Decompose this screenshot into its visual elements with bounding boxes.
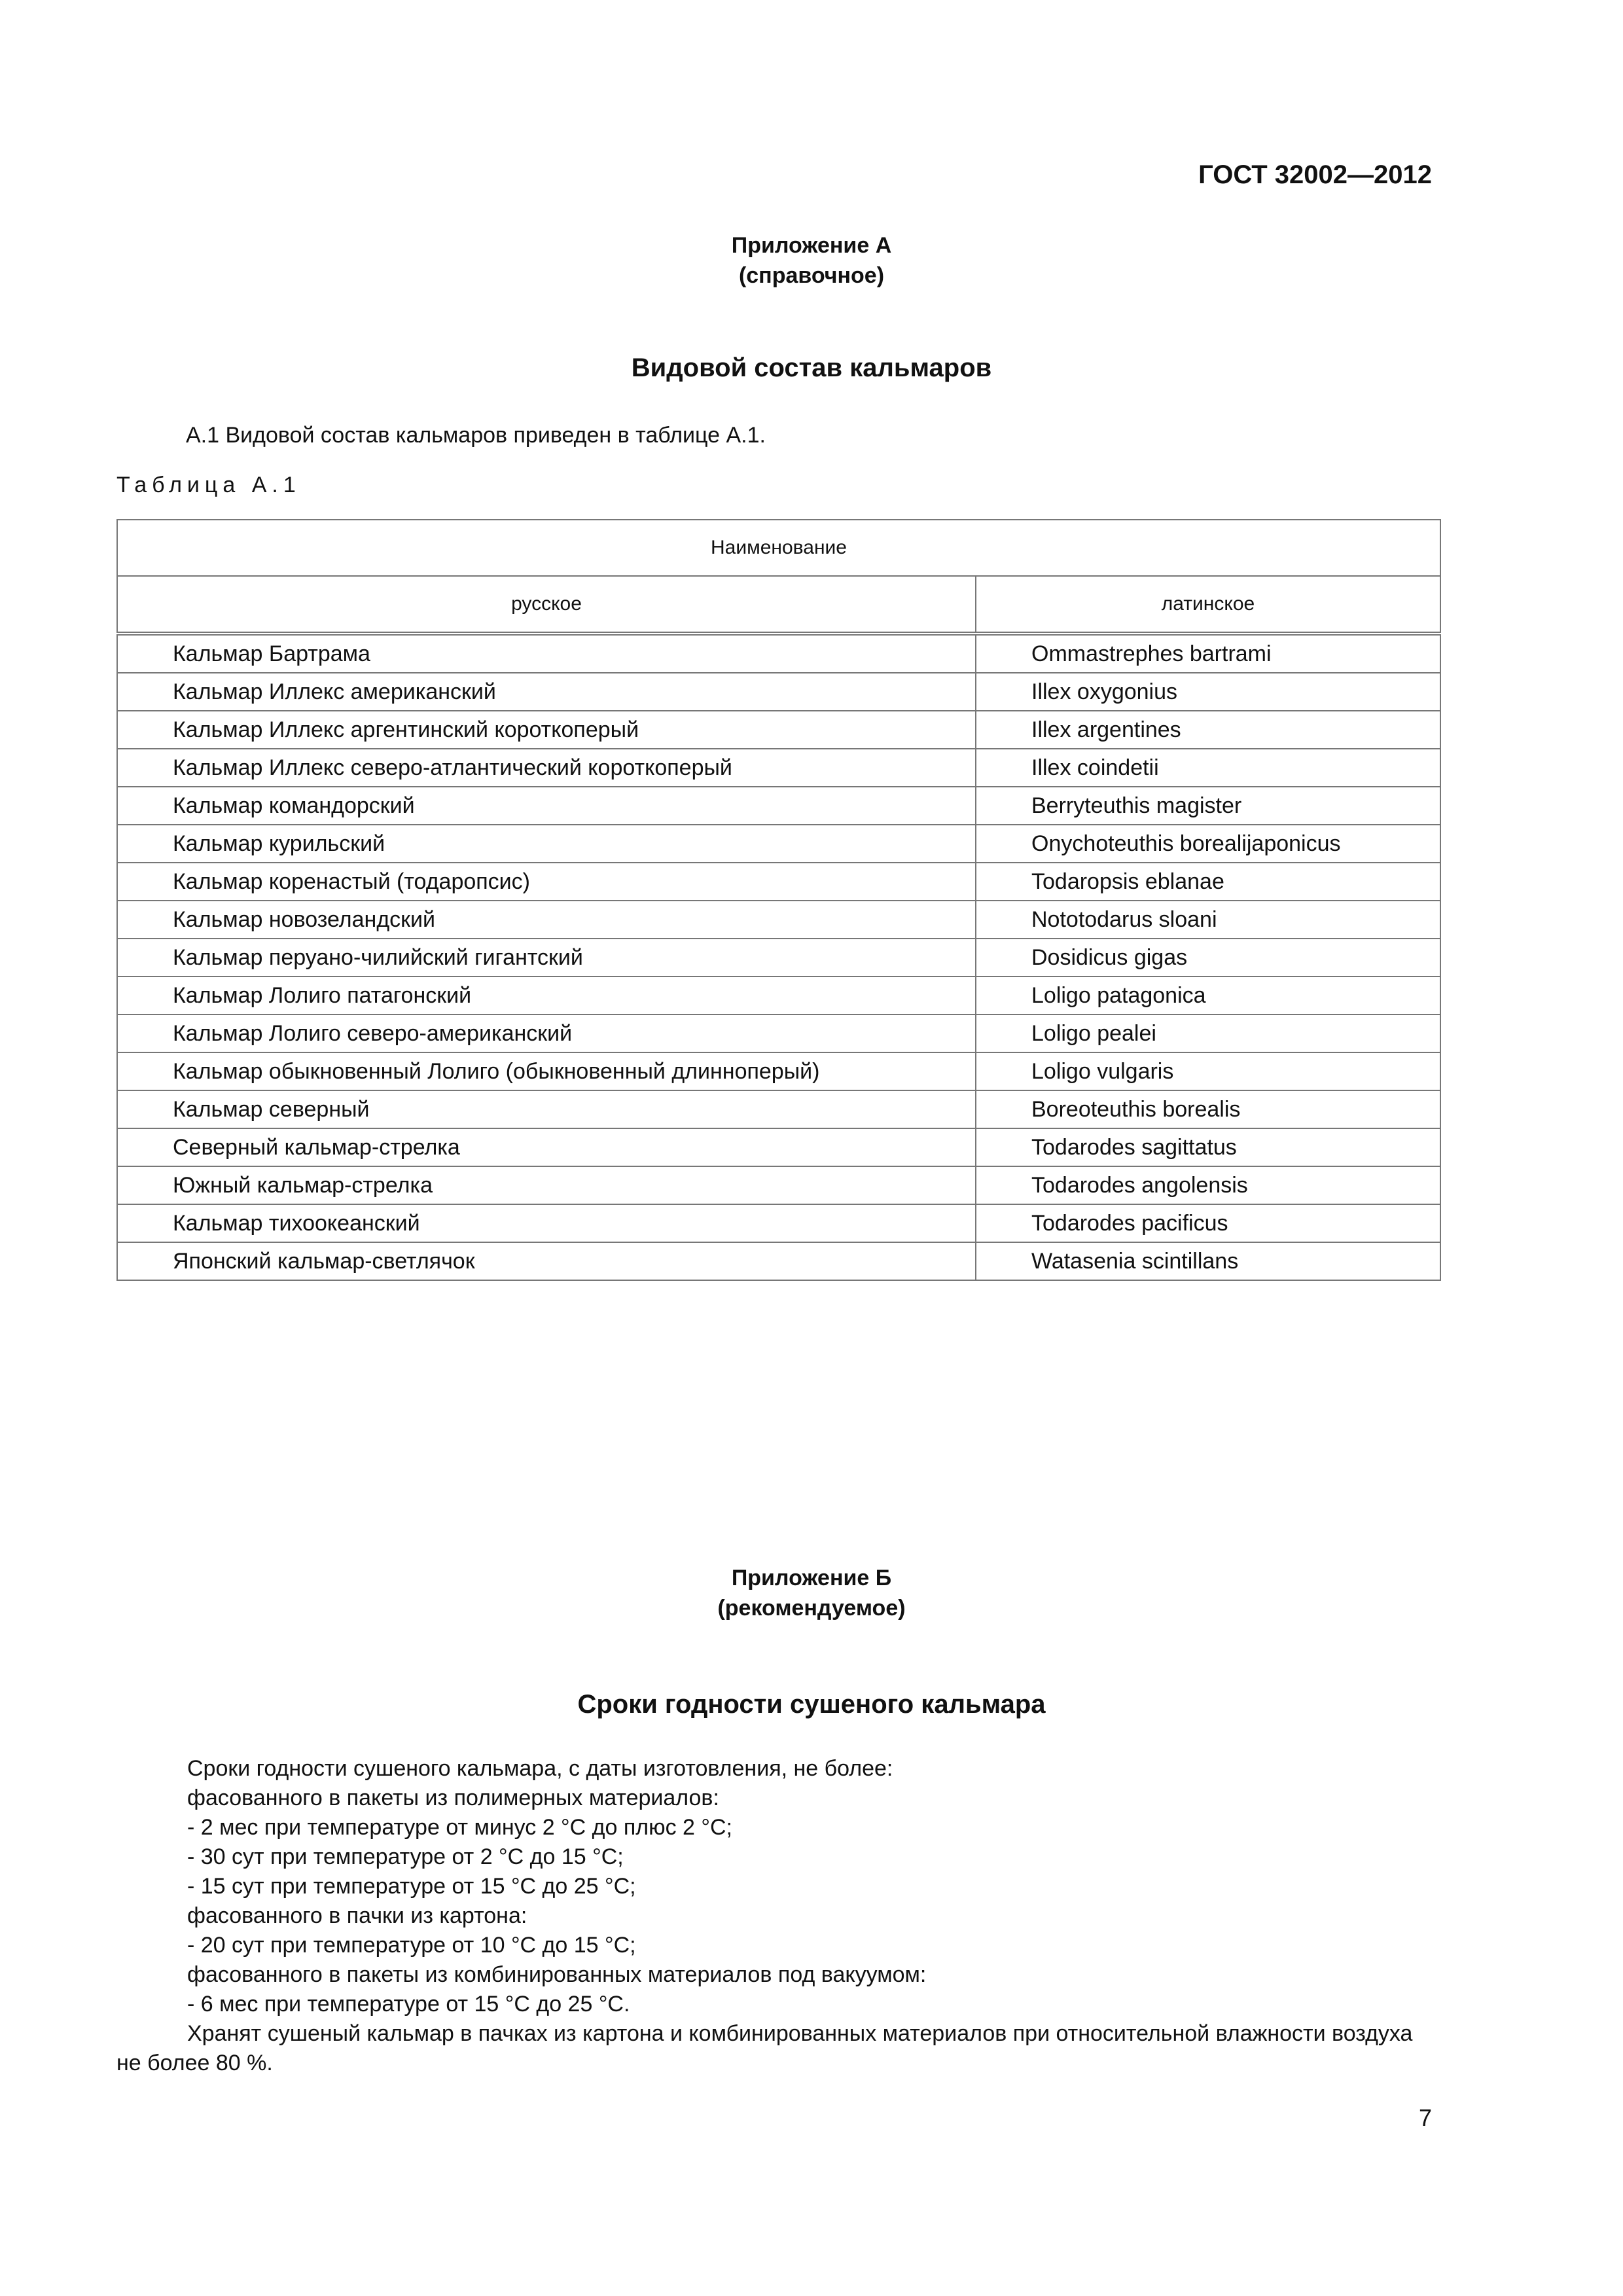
list-item: Сроки годности сушеного кальмара, с даты изготовления, не более: (187, 1756, 893, 1781)
list-item: - 15 сут при температуре от 15 °С до 25 °С; (187, 1874, 636, 1899)
table-row (117, 1052, 1440, 1090)
table-row (117, 1090, 1440, 1128)
cell-russian-name: Кальмар тихоокеанский (117, 1204, 976, 1242)
table-row (117, 977, 1440, 1014)
table-row (117, 711, 1440, 749)
species-table (116, 519, 1441, 1281)
cell-latin-name: Dosidicus gigas (976, 939, 1440, 977)
cell-russian-name: Кальмар Иллекс аргентинский короткоперый (117, 711, 976, 749)
appendix-a-status: (справочное) (738, 263, 885, 288)
cell-latin-name: Todarodes pacificus (976, 1204, 1440, 1242)
table-caption: Таблица А.1 (116, 473, 301, 497)
species-table-body (117, 634, 1440, 1280)
cell-latin-name: Todarodes angolensis (976, 1166, 1440, 1204)
list-item: - 6 мес при температуре от 15 °С до 25 °С. (187, 1992, 630, 2017)
cell-latin-name: Berryteuthis magister (976, 787, 1440, 825)
list-item: - 30 сут при температуре от 2 °С до 15 °С; (187, 1844, 624, 1869)
cell-latin-name: Loligo vulgaris (976, 1052, 1440, 1090)
cell-russian-name: Кальмар коренастый (тодаропсис) (117, 863, 976, 901)
appendix-b-status: (рекомендуемое) (717, 1596, 906, 1621)
table-row (117, 1242, 1440, 1280)
cell-latin-name: Onychoteuthis borealijaponicus (976, 825, 1440, 863)
cell-russian-name: Кальмар Иллекс северо-атлантический короткоперый (117, 749, 976, 787)
cell-latin-name: Loligo patagonica (976, 977, 1440, 1014)
storage-paragraph: Хранят сушеный кальмар в пачках из картона и комбинированных материалов при относительной влажности воздуха не более 80 %. (116, 2021, 1413, 2075)
appendix-b-heading: Сроки годности сушеного кальмара (577, 1690, 1046, 1719)
cell-latin-name: Nototodarus sloani (976, 901, 1440, 939)
table-row (117, 1166, 1440, 1204)
appendix-b-title: Приложение Б (731, 1566, 892, 1590)
table-row (117, 787, 1440, 825)
table-row (117, 901, 1440, 939)
appendix-a-title: Приложение А (731, 233, 892, 258)
list-item: - 20 сут при температуре от 10 °С до 15 °С; (187, 1933, 636, 1958)
table-row (117, 863, 1440, 901)
table-row (117, 634, 1440, 673)
cell-russian-name: Кальмар обыкновенный Лолиго (обыкновенный длинноперый) (117, 1052, 976, 1090)
page-number: 7 (1418, 2104, 1432, 2131)
cell-russian-name: Кальмар Бартрама (117, 634, 976, 673)
cell-russian-name: Кальмар курильский (117, 825, 976, 863)
cell-russian-name: Северный кальмар-стрелка (117, 1128, 976, 1166)
table-group-header: Наименование (117, 520, 1440, 576)
cell-russian-name: Кальмар командорский (117, 787, 976, 825)
cell-russian-name: Кальмар Лолиго северо-американский (117, 1014, 976, 1052)
table-row (117, 825, 1440, 863)
table-row (117, 749, 1440, 787)
table-row (117, 673, 1440, 711)
cell-latin-name: Loligo pealei (976, 1014, 1440, 1052)
cell-russian-name: Кальмар перуано-чилийский гигантский (117, 939, 976, 977)
standard-number: ГОСТ 32002—2012 (1198, 160, 1432, 189)
cell-russian-name: Кальмар северный (117, 1090, 976, 1128)
appendix-a-intro: А.1 Видовой состав кальмаров приведен в таблице А.1. (186, 423, 766, 448)
list-item: - 2 мес при температуре от минус 2 °С до плюс 2 °С; (187, 1815, 732, 1840)
cell-russian-name: Кальмар новозеландский (117, 901, 976, 939)
cell-russian-name: Кальмар Лолиго патагонский (117, 977, 976, 1014)
cell-latin-name: Todaropsis eblanae (976, 863, 1440, 901)
list-item: фасованного в пачки из картона: (187, 1903, 527, 1928)
list-item: фасованного в пакеты из полимерных материалов: (187, 1785, 719, 1810)
cell-latin-name: Ommastrephes bartrami (976, 634, 1440, 673)
cell-latin-name: Illex coindetii (976, 749, 1440, 787)
list-item: фасованного в пакеты из комбинированных материалов под вакуумом: (187, 1962, 927, 1987)
table-row (117, 1128, 1440, 1166)
cell-latin-name: Watasenia scintillans (976, 1242, 1440, 1280)
column-header-russian: русское (117, 576, 976, 634)
table-row (117, 939, 1440, 977)
cell-latin-name: Illex oxygonius (976, 673, 1440, 711)
cell-latin-name: Illex argentines (976, 711, 1440, 749)
cell-russian-name: Кальмар Иллекс американский (117, 673, 976, 711)
cell-latin-name: Todarodes sagittatus (976, 1128, 1440, 1166)
cell-russian-name: Южный кальмар-стрелка (117, 1166, 976, 1204)
table-row (117, 1204, 1440, 1242)
shelf-life-list (116, 1754, 1441, 2078)
column-header-latin: латинское (976, 576, 1440, 634)
appendix-a-heading: Видовой состав кальмаров (631, 353, 992, 382)
cell-russian-name: Японский кальмар-светлячок (117, 1242, 976, 1280)
cell-latin-name: Boreoteuthis borealis (976, 1090, 1440, 1128)
table-row (117, 1014, 1440, 1052)
